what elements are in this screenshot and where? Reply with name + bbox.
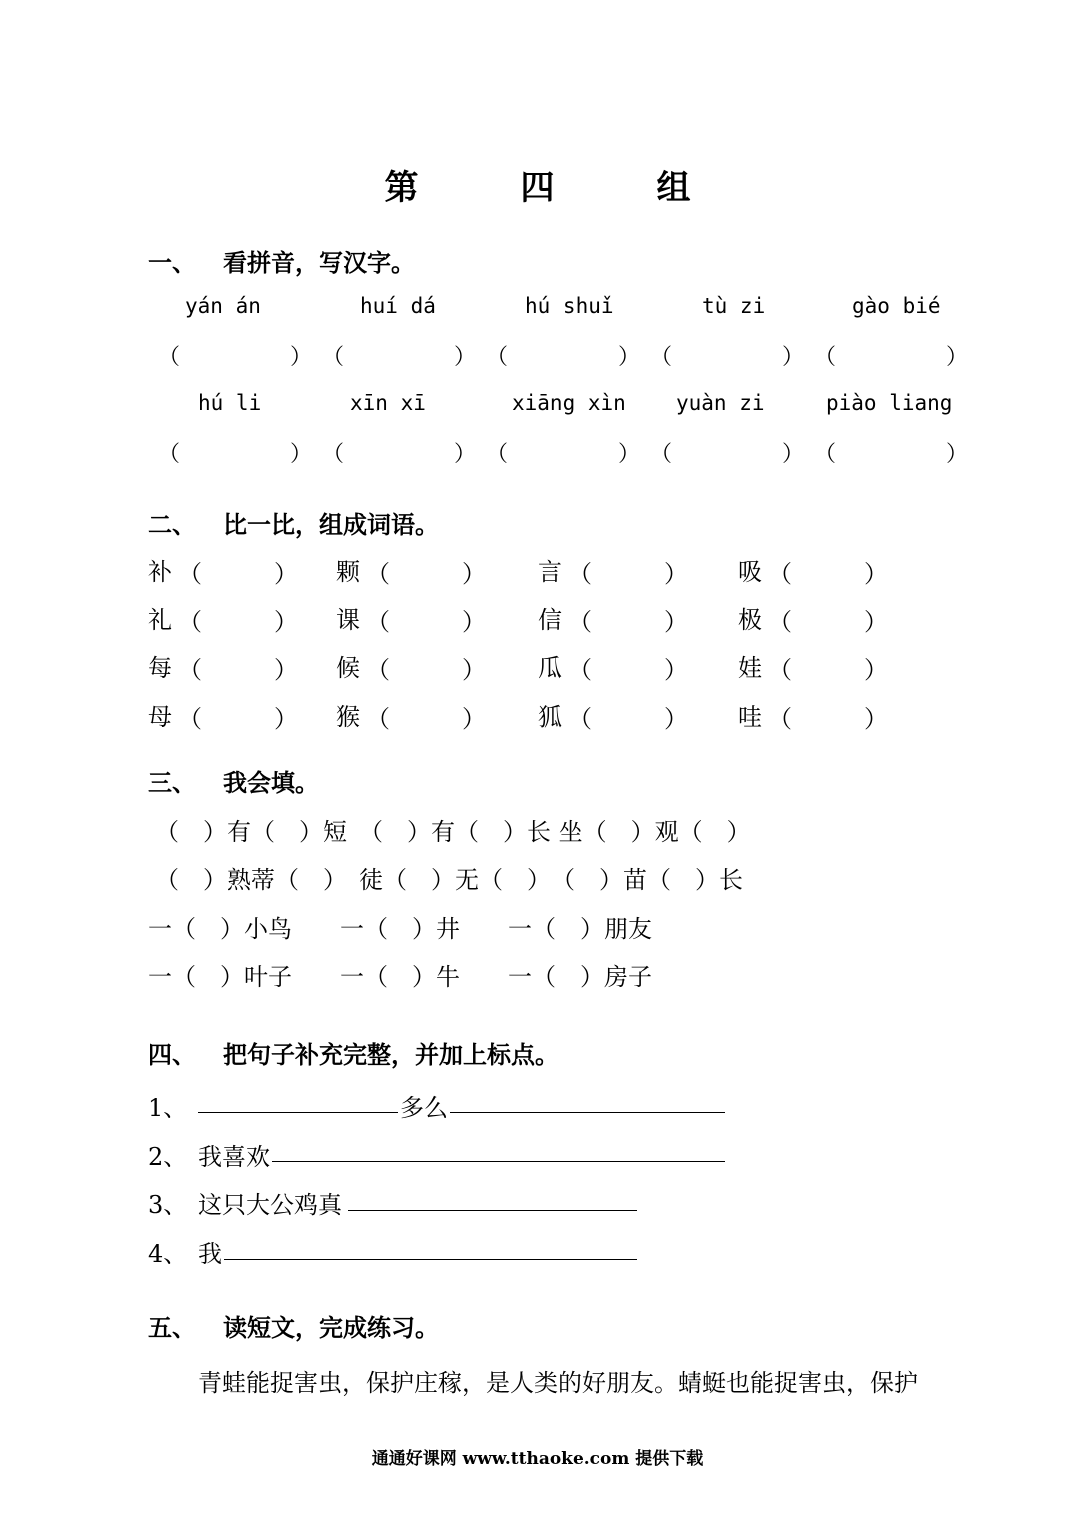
answer-blank[interactable]: （ ） [568,608,688,636]
answer-blank[interactable]: （ ） [814,442,969,467]
sentence-prefix: 我喜欢 [198,1143,270,1171]
pinyin-item: yuàn zi [676,391,765,415]
pinyin-item: huí dá [360,294,436,318]
pinyin-item: gào bié [852,294,941,318]
sentence-number: 2、 [148,1143,188,1171]
answer-blank[interactable]: （ ） [158,442,313,467]
answer-line[interactable] [198,1112,398,1113]
compare-char: 哇 [738,703,762,731]
compare-char: 候 [336,654,360,682]
sentence-prefix: 我 [198,1240,222,1268]
answer-blank[interactable]: （ ） [178,705,298,733]
pinyin-item: yán án [185,294,261,318]
section-number: 一、 [148,248,196,277]
pinyin-item: piào liang [826,391,953,415]
pinyin-item: xīn xī [350,391,426,415]
section-number: 二、 [148,510,196,539]
answer-blank[interactable]: （ ） [768,705,888,733]
section-number: 五、 [148,1313,196,1342]
compare-char: 每 [148,654,172,682]
answer-blank[interactable]: （ ） [366,608,486,636]
answer-blank[interactable]: （ ） [178,608,298,636]
answer-blank[interactable]: （ ） [178,656,298,684]
section-label: 我会填。 [223,768,319,797]
section-3-heading [148,763,319,798]
answer-blank[interactable]: （ ） [322,345,477,370]
compare-char: 极 [738,606,762,634]
sentence-number: 4、 [148,1240,188,1268]
compare-char: 言 [538,558,562,586]
answer-blank[interactable]: （ ） [178,560,298,588]
answer-blank[interactable]: （ ） [568,560,688,588]
answer-blank[interactable]: （ ） [814,345,969,370]
page-title: 第 四 组 [384,168,725,208]
compare-char: 狐 [538,703,562,731]
section-4-heading [148,1035,559,1070]
pinyin-item: hú li [198,391,262,415]
fill-row[interactable]: 一（ ）小鸟 一（ ）井 一（ ）朋友 [148,915,652,943]
pinyin-item: tù zi [702,294,766,318]
answer-blank[interactable]: （ ） [366,560,486,588]
answer-line[interactable] [348,1210,637,1211]
compare-char: 母 [148,703,172,731]
section-2-heading [148,505,439,540]
section-number: 三、 [148,768,196,797]
answer-blank[interactable]: （ ） [768,656,888,684]
answer-blank[interactable]: （ ） [366,705,486,733]
sentence-number: 1、 [148,1094,188,1122]
pinyin-item: xiāng xìn [512,391,626,415]
compare-char: 信 [538,606,562,634]
answer-blank[interactable]: （ ） [768,608,888,636]
answer-blank[interactable]: （ ） [568,705,688,733]
section-label: 把句子补充完整，并加上标点。 [223,1040,559,1069]
answer-blank[interactable]: （ ） [650,442,805,467]
compare-char: 课 [336,606,360,634]
compare-char: 娃 [738,654,762,682]
answer-blank[interactable]: （ ） [568,656,688,684]
answer-line[interactable] [450,1112,725,1113]
section-number: 四、 [148,1040,196,1069]
answer-blank[interactable]: （ ） [366,656,486,684]
answer-blank[interactable]: （ ） [322,442,477,467]
reading-passage: 青蛙能捉害虫，保护庄稼，是人类的好朋友。蜻蜓也能捉害虫，保护 [198,1369,918,1397]
section-label: 读短文，完成练习。 [223,1313,439,1342]
compare-char: 猴 [336,703,360,731]
section-label: 看拼音，写汉字。 [223,248,415,277]
page-footer: 通通好课网 www.tthaoke.com 提供下载 [371,1449,704,1469]
answer-blank[interactable]: （ ） [486,442,641,467]
sentence-number: 3、 [148,1191,188,1219]
section-1-heading [148,243,415,278]
fill-row[interactable]: 一（ ）叶子 一（ ）牛 一（ ）房子 [148,963,652,991]
sentence-prefix: 这只大公鸡真 [198,1191,342,1219]
compare-char: 颗 [336,558,360,586]
compare-char: 补 [148,558,172,586]
section-label: 比一比，组成词语。 [223,510,439,539]
sentence-mid: 多么 [400,1094,448,1122]
section-5-heading [148,1308,439,1343]
compare-char: 礼 [148,606,172,634]
fill-row[interactable]: （ ）有（ ）短 （ ）有（ ）长 坐（ ）观（ ） [155,818,751,846]
compare-char: 瓜 [538,654,562,682]
answer-line[interactable] [224,1259,637,1260]
answer-blank[interactable]: （ ） [650,345,805,370]
fill-row[interactable]: （ ）熟蒂（ ） 徒（ ）无（ ） （ ）苗（ ）长 [155,866,743,894]
answer-blank[interactable]: （ ） [486,345,641,370]
answer-line[interactable] [272,1161,725,1162]
pinyin-item: hú shuǐ [525,294,614,318]
answer-blank[interactable]: （ ） [158,345,313,370]
compare-char: 吸 [738,558,762,586]
answer-blank[interactable]: （ ） [768,560,888,588]
